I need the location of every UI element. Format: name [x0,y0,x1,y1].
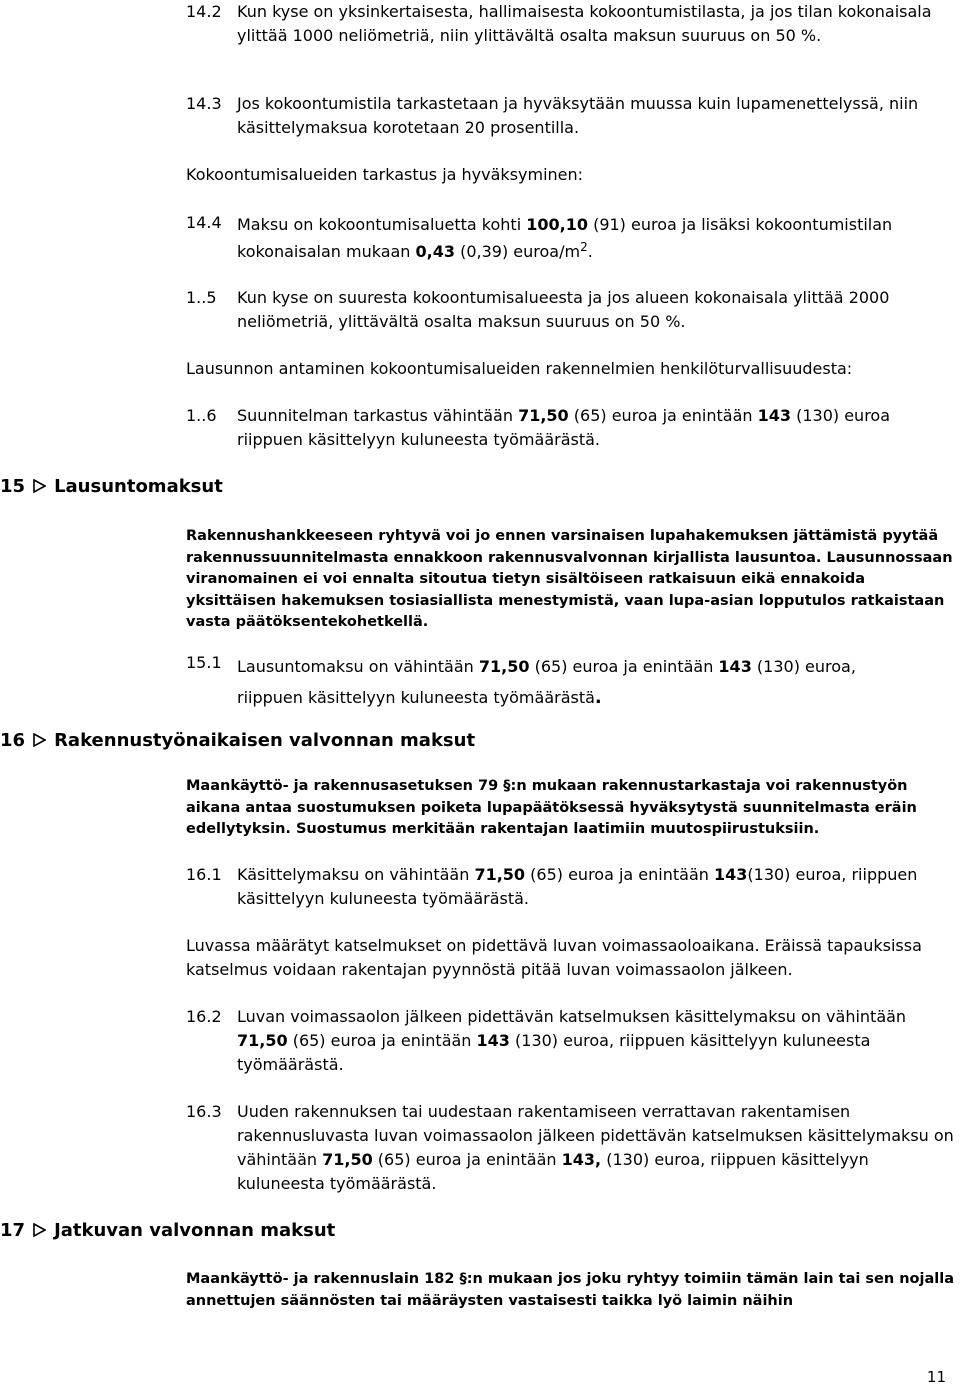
fee-amount: 143, [561,1150,602,1169]
text-part: Käsittelymaksu on vähintään [237,865,475,884]
triangle-right-icon [32,1223,46,1237]
item-text [237,211,957,265]
fee-amount: 71,50 [478,657,530,676]
text-part: (65) euroa ja enintään [372,1150,562,1169]
item-number: 14.2 [186,2,222,21]
text-part: (65) euroa ja enintään [529,657,719,676]
fee-amount: 143 [476,1031,510,1050]
fee-amount: 0,43 [415,242,456,261]
text-part: riippuen käsittelyyn kuluneesta työmäärästä [237,688,595,707]
fee-amount: 143 [757,406,792,425]
text-part: (130) euroa, [751,657,856,676]
item-text [237,1005,957,1077]
item-text [237,863,957,911]
note-15: Rakennushankkeeseen ryhtyvä voi jo ennen varsinaisen lupahakemuksen jättämistä pyytää rakennussuunnitelmasta ennakkoon rakennusvalvonnan kirjallista lausuntoa. Lausunnossaan viranomainen ei voi ennalta sitoutua tietyn sisältöiseen ratkaisuun eikä ennakoida yksittäisen hakemuksen tosiasiallista menestymistä, vaan lupa-asian lopputulos ratkaistaan vasta päätöksentekohetkellä. [186,528,953,630]
text-part: Suunnitelman tarkastus vähintään [237,406,519,425]
note-16: Maankäyttö- ja rakennusasetuksen 79 §:n mukaan rakennustarkastaja voi rakennustyön aikana antaa suostumuksen poiketa lupapäätöksessä hyväksytystä suunnitelmasta eräin edellytyksin. Suostumus merkitään rakentajan laatimiin muutospiirustuksiin. [186,778,917,837]
triangle-right-icon [32,479,46,493]
text-part: (0,39) euroa/m [455,242,581,261]
triangle-right-icon [32,733,46,747]
fee-amount: 71,50 [474,865,526,884]
note-17: Maankäyttö- ja rakennuslain 182 §:n mukaan jos joku ryhtyy toimiin tämän lain tai sen nojalla annettujen säännösten tai määräysten vastaisesti taikka lyö laimin näihin [186,1271,954,1309]
paragraph-luvassa: Luvassa määrätyt katselmukset on pidettävä luvan voimassaoloaikana. Eräissä tapauksissa katselmus voidaan rakentajan pyynnöstä pitää luvan voimassaolon jälkeen. [186,936,922,979]
item-text: Kun kyse on suuresta kokoontumisalueesta ja jos alueen kokonaisala ylittää 2000 neliömetriä, ylittävältä osalta maksun suuruus on 50 %. [237,288,890,331]
item-text: Kun kyse on yksinkertaisesta, hallimaisesta kokoontumistilasta, ja jos tilan kokonaisala ylittää 1000 neliömetriä, niin ylittävältä osalta maksun suuruus on 50 %. [237,2,932,45]
text-part: . [594,687,602,708]
item-number: 16.3 [186,1102,222,1121]
fee-amount: 71,50 [518,406,569,425]
item-number: 14.3 [186,94,222,113]
text-part: (65) euroa ja enintään [525,865,714,884]
text-part: Maksu on kokoontumisaluetta kohti [237,215,527,234]
item-number: 1..6 [186,406,217,425]
subheading-kokoontumisalueet: Kokoontumisalueiden tarkastus ja hyväksyminen: [186,165,584,184]
text-part: (130) euroa, riippuen käsittelyyn kuluneesta työmäärästä. [237,1031,871,1074]
item-number: 16.1 [186,865,222,884]
section-heading-17 [0,1219,335,1243]
text-part: (130) euroa, riippuen käsittelyyn kuluneesta työmäärästä. [237,1150,869,1193]
superscript: 2 [580,240,588,254]
page-number: 11 [926,1368,946,1386]
section-heading-16 [0,729,475,753]
item-number: 15.1 [186,653,222,672]
item-text: Jos kokoontumistila tarkastetaan ja hyväksytään muussa kuin lupamenettelyssä, niin käsittelymaksua korotetaan 20 prosentilla. [237,94,919,137]
text-part: (130) euroa riippuen käsittelyyn kuluneesta työmäärästä. [237,406,891,449]
section-number: 15 [0,476,26,497]
section-title: Lausuntomaksut [54,476,223,497]
item-text [237,651,957,713]
fee-amount: 100,10 [526,215,588,234]
section-title: Rakennustyönaikaisen valvonnan maksut [54,730,476,751]
subheading-lausunnon-antaminen: Lausunnon antaminen kokoontumisalueiden rakennelmien henkilöturvallisuudesta: [186,359,853,378]
text-part: Luvan voimassaolon jälkeen pidettävän katselmuksen käsittelymaksu on vähintään [237,1007,907,1026]
section-title: Jatkuvan valvonnan maksut [54,1220,336,1241]
section-number: 16 [0,730,26,751]
text-part: (65) euroa ja enintään [287,1031,477,1050]
fee-amount: 71,50 [237,1031,288,1050]
section-number: 17 [0,1220,26,1241]
item-number: 14.4 [186,213,222,232]
text-part: (91) euroa ja lisäksi kokoontumistilan kokonaisalan mukaan [237,215,893,261]
section-heading-15 [0,475,223,499]
text-part: Lausuntomaksu on vähintään [237,657,479,676]
item-text [237,404,957,452]
fee-amount: 71,50 [322,1150,373,1169]
text-part: . [587,242,593,261]
fee-amount: 143 [718,657,752,676]
text-part: Uuden rakennuksen tai uudestaan rakentamiseen verrattavan rakentamisen rakennusluvasta luvan voimassaolon jälkeen pidettävän katselmuksen käsittelymaksu on vähintään [237,1102,954,1169]
text-part: (65) euroa ja enintään [568,406,758,425]
text-part: (130) euroa, riippuen käsittelyyn kuluneesta työmäärästä. [237,865,918,908]
item-text [237,1100,957,1196]
item-number: 1..5 [186,288,217,307]
fee-amount: 143 [713,865,748,884]
item-number: 16.2 [186,1007,222,1026]
